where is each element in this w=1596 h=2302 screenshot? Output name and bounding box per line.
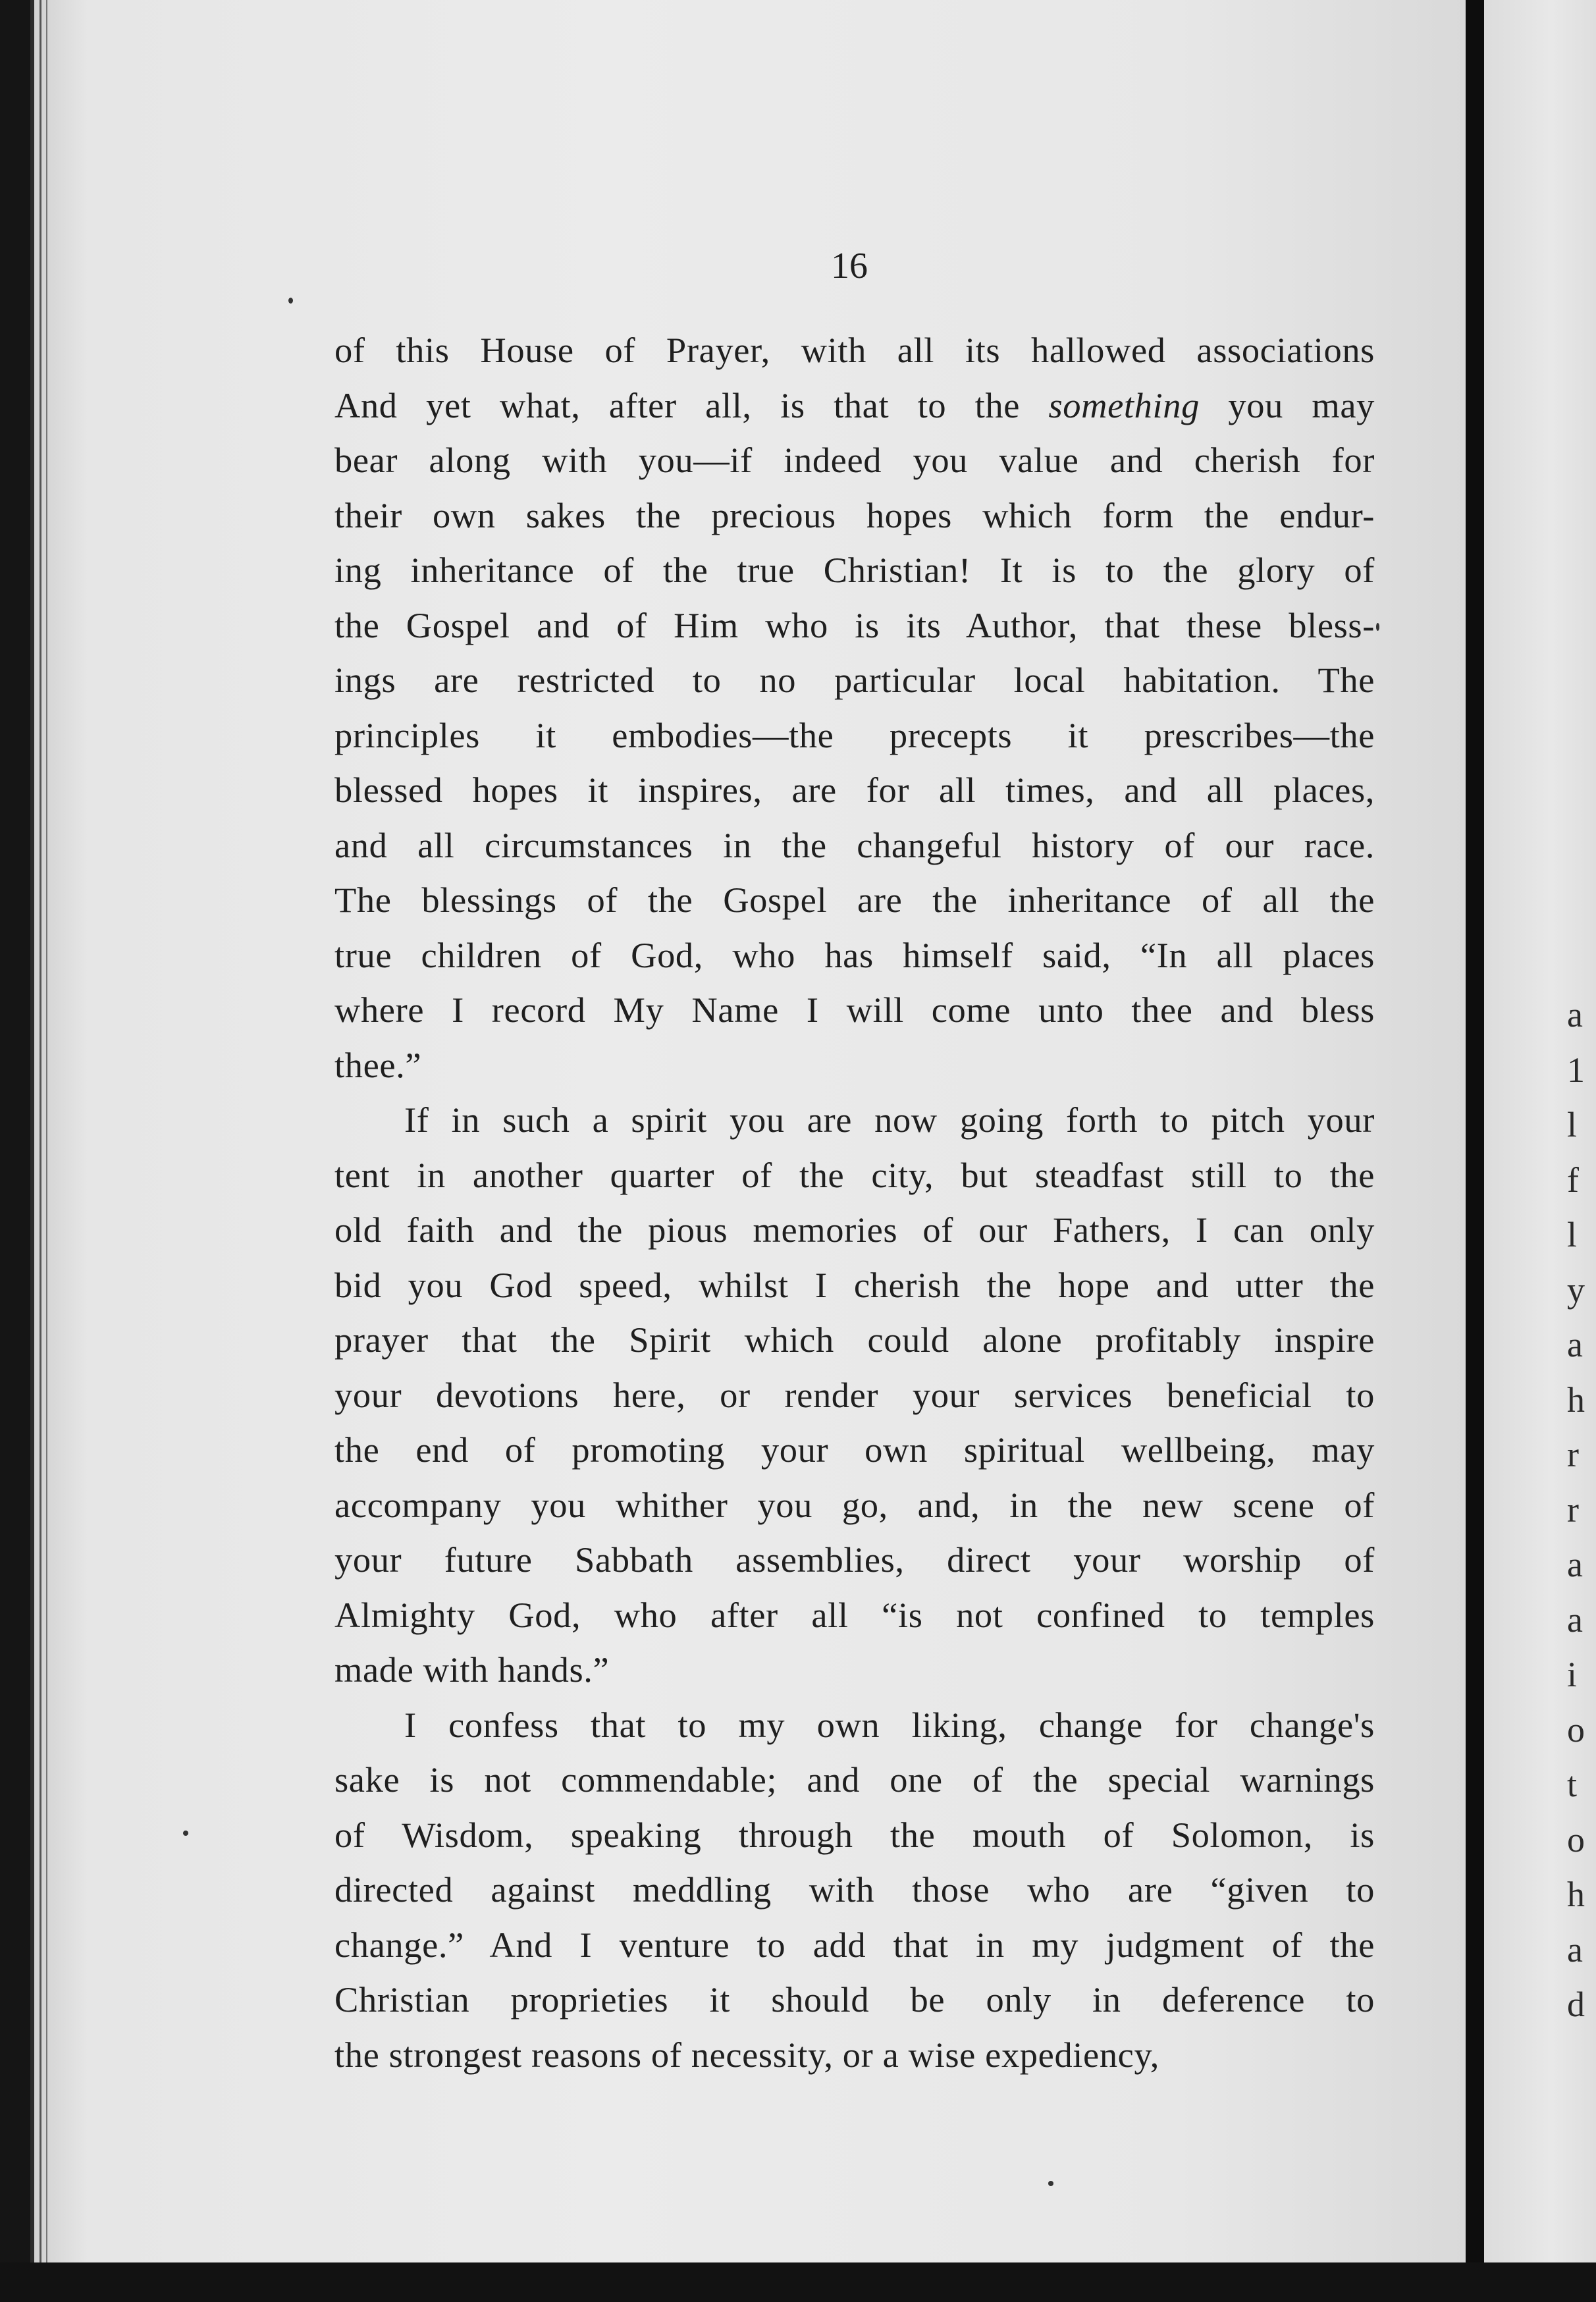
next-page-fragment: a: [1567, 1545, 1583, 1584]
next-page-fragment: 1: [1567, 1050, 1585, 1090]
next-page-fragment: h: [1567, 1875, 1585, 1914]
text-line: their own sakes the precious hopes which form the endur-: [334, 495, 1375, 535]
text-line: ings are restricted to no particular local habitation. The: [334, 660, 1375, 700]
text-line: thee.”: [334, 1044, 422, 1085]
text-line: old faith and the pious memories of our Fathers, I can only: [334, 1210, 1375, 1250]
page-number: 16: [831, 246, 868, 286]
bottom-shadow: [0, 2262, 1596, 2302]
text-line: made with hands.”: [334, 1649, 610, 1690]
next-page-fragment: r: [1567, 1489, 1579, 1530]
binding-edge-line: [46, 0, 47, 2262]
text-line: Christian proprieties it should be only in deference to: [334, 1979, 1375, 2020]
text-line: Almighty God, who after all “is not confined to temples: [334, 1594, 1375, 1635]
text-line: The blessings of the Gospel are the inheritance of all the: [334, 880, 1375, 920]
text-line: And yet what, after all, is that to the something you may: [334, 385, 1375, 425]
next-page-fragment: a: [1567, 1325, 1583, 1364]
text-line: ing inheritance of the true Christian! It is to the glory of: [334, 550, 1375, 590]
text-line: of Wisdom, speaking through the mouth of Solomon, is: [334, 1814, 1375, 1855]
body-text: [334, 323, 1375, 2082]
binding-edge-line: [30, 0, 34, 2262]
next-page-fragment: f: [1567, 1160, 1579, 1200]
next-page-fragment: h: [1567, 1379, 1585, 1420]
next-page-fragment: i: [1567, 1655, 1578, 1694]
text-line: true children of God, who has himself said, “In all places: [334, 934, 1375, 975]
text-line: bear along with you—if indeed you value and cherish for: [334, 440, 1375, 480]
next-page-fragment: t: [1567, 1765, 1578, 1804]
text-line: tent in another quarter of the city, but steadfast still to the: [334, 1154, 1375, 1195]
text-line: sake is not commendable; and one of the special warnings: [334, 1759, 1375, 1800]
next-page-fragment: a: [1567, 995, 1583, 1034]
text-line: change.” And I venture to add that in my judgment of the: [334, 1924, 1375, 1965]
text-line: where I record My Name I will come unto thee and bless: [334, 990, 1375, 1030]
text-line: blessed hopes it inspires, are for all times, and all places,: [334, 770, 1375, 810]
page-gutter: [1466, 0, 1484, 2302]
text-line: bid you God speed, whilst I cherish the hope and utter the: [334, 1264, 1375, 1305]
next-page-fragment: d: [1567, 1985, 1585, 2024]
text-line: the end of promoting your own spiritual wellbeing, may: [334, 1430, 1375, 1470]
text-line: prayer that the Spirit which could alone profitably inspire: [334, 1320, 1375, 1360]
text-line: accompany you whither you go, and, in the new scene of: [334, 1484, 1375, 1525]
next-page-text-fragments: [1567, 988, 1596, 2033]
next-page-fragment: l: [1567, 1105, 1578, 1144]
text-line: your devotions here, or render your services beneficial to: [334, 1374, 1375, 1415]
text-line: directed against meddling with those who are “given to: [334, 1869, 1375, 1910]
speck: [183, 1831, 188, 1836]
text-line: the Gospel and of Him who is its Author, that these bless-: [334, 604, 1375, 645]
speck: [1048, 2181, 1053, 2186]
text-line: I confess that to my own liking, change for change's: [404, 1704, 1375, 1745]
text-line: the strongest reasons of necessity, or a wise expediency,: [334, 2034, 1159, 2075]
next-page-fragment: o: [1567, 1819, 1585, 1860]
next-page-fragment: a: [1567, 1599, 1583, 1640]
text-line: of this House of Prayer, with all its hallowed associations: [334, 330, 1375, 370]
speck: [288, 298, 293, 304]
binding-edge-line: [40, 0, 41, 2262]
next-page-fragment: a: [1567, 1929, 1583, 1969]
next-page-fragment: l: [1567, 1215, 1578, 1254]
text-line: If in such a spirit you are now going forth to pitch your: [404, 1100, 1375, 1140]
next-page-fragment: r: [1567, 1435, 1579, 1474]
next-page-fragment: o: [1567, 1709, 1585, 1750]
text-line: and all circumstances in the changeful history of our race.: [334, 824, 1375, 865]
next-page-fragment: y: [1567, 1270, 1585, 1310]
text-line: principles it embodies—the precepts it prescribes—the: [334, 714, 1375, 755]
speck: [1376, 623, 1379, 631]
text-line: your future Sabbath assemblies, direct your worship of: [334, 1539, 1375, 1580]
